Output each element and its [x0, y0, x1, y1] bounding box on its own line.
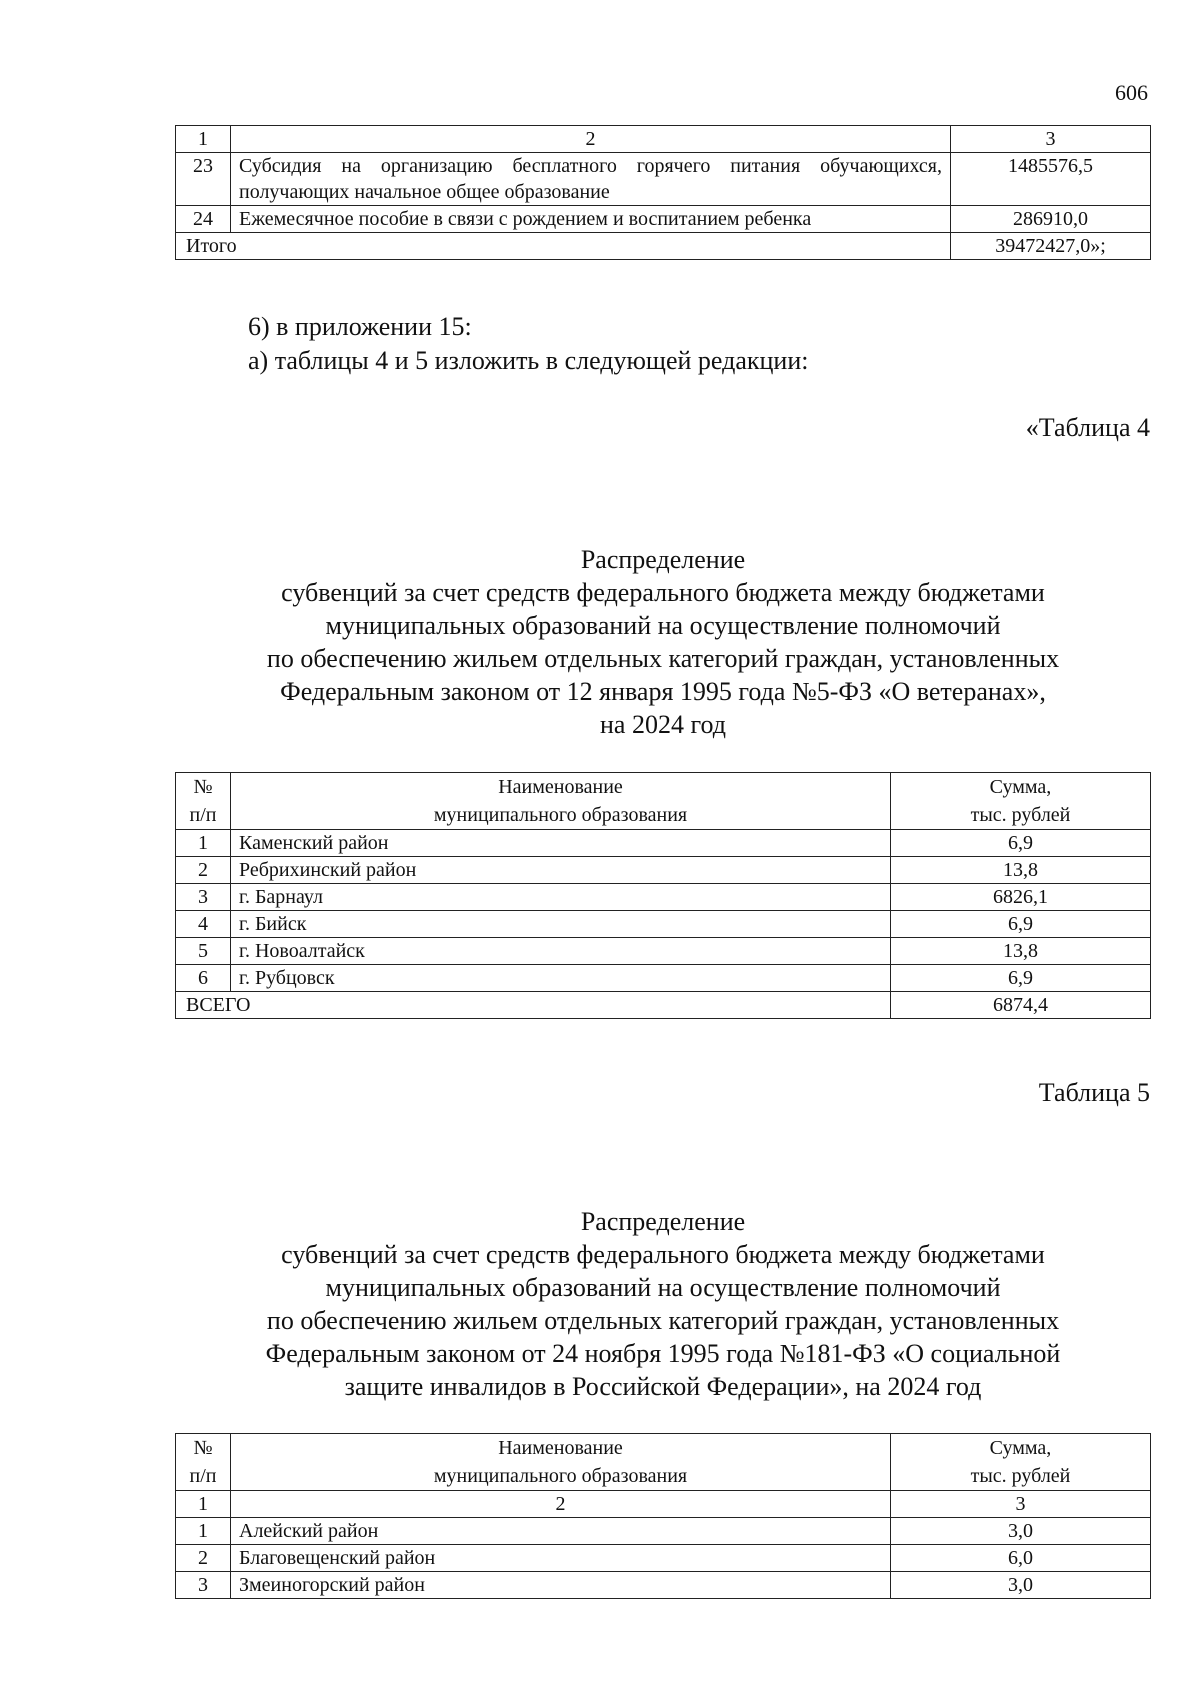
- table4-heading: [175, 543, 1151, 741]
- table-header-row: [176, 773, 1151, 830]
- heading-line: по обеспечению жильем отдельных категорий граждан, установленных: [266, 1306, 1060, 1335]
- heading-line: муниципальных образований на осуществление полномочий: [325, 611, 1001, 640]
- row-number: 3: [176, 1572, 231, 1599]
- header-text: Сумма,: [989, 1437, 1052, 1459]
- table-row: [176, 830, 1151, 857]
- header-text: тыс. рублей: [970, 1465, 1071, 1487]
- table-row: [176, 1518, 1151, 1545]
- heading-line: защите инвалидов в Российской Федерации», на 2024 год: [344, 1372, 982, 1401]
- table4-caption: «Таблица 4: [1025, 413, 1150, 442]
- row-number: 6: [176, 965, 231, 992]
- table5-heading: [175, 1205, 1151, 1403]
- table4: [175, 772, 1151, 1019]
- row-number: 2: [176, 1545, 231, 1572]
- header-cell: 2: [231, 126, 951, 153]
- header-text: Сумма,: [989, 776, 1052, 798]
- header-text: п/п: [189, 1465, 217, 1487]
- header-text: тыс. рублей: [970, 804, 1071, 826]
- heading-line: субвенций за счет средств федерального бюджета между бюджетами: [281, 578, 1045, 607]
- header-text: п/п: [189, 804, 217, 826]
- heading-line: по обеспечению жильем отдельных категорий граждан, установленных: [266, 644, 1060, 673]
- heading-line: на 2024 год: [600, 710, 726, 739]
- header-sum: [891, 1434, 1151, 1491]
- table-row: [176, 857, 1151, 884]
- header-num: [176, 773, 231, 830]
- paragraph-instruction: а) таблицы 4 и 5 изложить в следующей редакции:: [248, 346, 809, 375]
- table-row: [176, 1572, 1151, 1599]
- header-text: Наименование: [498, 776, 623, 798]
- header-text: №: [193, 1437, 213, 1459]
- total-row: [176, 233, 1151, 260]
- heading-line: Федеральным законом от 12 января 1995 года №5-ФЗ «О ветеранах»,: [280, 677, 1046, 706]
- row-name: Алейский район: [231, 1518, 891, 1545]
- total-label: Итого: [176, 233, 951, 260]
- table-row: [176, 965, 1151, 992]
- continued-table: [175, 125, 1151, 260]
- heading-line: муниципальных образований на осуществление полномочий: [325, 1273, 1001, 1302]
- row-name: г. Новоалтайск: [231, 938, 891, 965]
- row-sum: 286910,0: [951, 206, 1151, 233]
- table-header-row: [176, 126, 1151, 153]
- header-sum: [891, 773, 1151, 830]
- row-sum: 6,9: [891, 911, 1151, 938]
- table-row: [176, 938, 1151, 965]
- row-number: 3: [176, 884, 231, 911]
- heading-line: Распределение: [580, 1207, 746, 1236]
- table-row: [176, 1545, 1151, 1572]
- table5: [175, 1433, 1151, 1599]
- row-sum: 1485576,5: [951, 153, 1151, 206]
- total-row: [176, 992, 1151, 1019]
- table-row: [176, 153, 1151, 206]
- header-name: [231, 1434, 891, 1491]
- header-cell: 1: [176, 126, 231, 153]
- row-sum: 6,0: [891, 1545, 1151, 1572]
- heading-line: субвенций за счет средств федерального бюджета между бюджетами: [281, 1240, 1045, 1269]
- header-text: №: [193, 776, 213, 798]
- total-label: ВСЕГО: [176, 992, 891, 1019]
- heading-line: Распределение: [580, 545, 746, 574]
- table-row: [176, 206, 1151, 233]
- row-name: г. Рубцовск: [231, 965, 891, 992]
- row-number: 1: [176, 830, 231, 857]
- header-text: Наименование: [498, 1437, 623, 1459]
- row-name: Змеиногорский район: [231, 1572, 891, 1599]
- header-name: [231, 773, 891, 830]
- row-sum: 13,8: [891, 857, 1151, 884]
- row-number: 2: [176, 857, 231, 884]
- heading-line: Федеральным законом от 24 ноября 1995 года №181-ФЗ «О социальной: [265, 1339, 1061, 1368]
- row-name: г. Бийск: [231, 911, 891, 938]
- header-text: муниципального образования: [433, 804, 688, 826]
- index-cell: 3: [891, 1491, 1151, 1518]
- table5-caption: Таблица 5: [1038, 1078, 1150, 1107]
- row-sum: 3,0: [891, 1572, 1151, 1599]
- row-number: 4: [176, 911, 231, 938]
- row-number: 1: [176, 1518, 231, 1545]
- header-text: муниципального образования: [433, 1465, 688, 1487]
- row-name: Ребрихинский район: [231, 857, 891, 884]
- row-sum: 6,9: [891, 965, 1151, 992]
- index-row: [176, 1491, 1151, 1518]
- row-name: г. Барнаул: [231, 884, 891, 911]
- index-cell: 2: [231, 1491, 891, 1518]
- row-number: 23: [176, 153, 231, 206]
- table-row: [176, 911, 1151, 938]
- row-sum: 3,0: [891, 1518, 1151, 1545]
- paragraph-appendix: 6) в приложении 15:: [248, 312, 472, 341]
- header-num: [176, 1434, 231, 1491]
- page-number: 606: [1115, 80, 1148, 105]
- row-name: Субсидия на организацию бесплатного горячего питания обучающихся, получающих начальное общее образование: [231, 153, 951, 206]
- row-sum: 6,9: [891, 830, 1151, 857]
- row-name: Ежемесячное пособие в связи с рождением и воспитанием ребенка: [231, 206, 951, 233]
- row-name: Каменский район: [231, 830, 891, 857]
- row-number: 5: [176, 938, 231, 965]
- table-row: [176, 884, 1151, 911]
- row-name: Благовещенский район: [231, 1545, 891, 1572]
- total-value: 39472427,0»;: [951, 233, 1151, 260]
- row-number: 24: [176, 206, 231, 233]
- row-sum: 6826,1: [891, 884, 1151, 911]
- total-value: 6874,4: [891, 992, 1151, 1019]
- index-cell: 1: [176, 1491, 231, 1518]
- header-cell: 3: [951, 126, 1151, 153]
- row-sum: 13,8: [891, 938, 1151, 965]
- table-header-row: [176, 1434, 1151, 1491]
